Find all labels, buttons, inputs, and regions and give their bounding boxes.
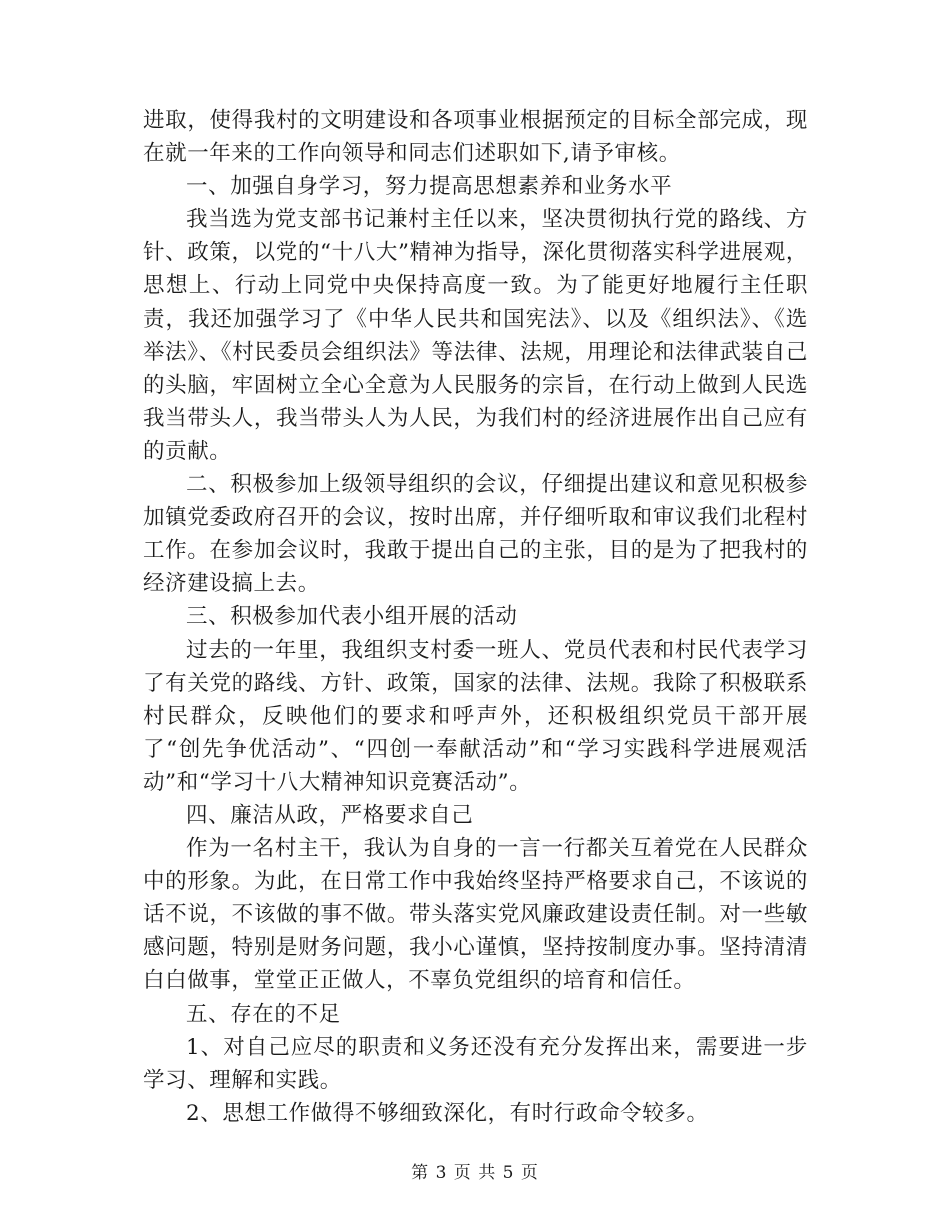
paragraph-integrity: 作为一名村主干，我认为自身的一言一行都关互着党在人民群众中的形象。为此，在日常工作中我始终坚持严格要求自己，不该说的话不说，不该做的事不做。带头落实党风廉政建设责任制。对一些敏感问题，特别是财务问题，我小心谨慎，坚持按制度办事。坚持清清白白做事，堂堂正正做人，不辜负党组织的培育和信任。: [143, 836, 808, 994]
section-heading-5: 五、存在的不足: [186, 1001, 341, 1027]
paragraph-shortcoming-1: 1、对自己应尽的职责和义务还没有充分发挥出来，需要进一步学习、理解和实践。: [143, 1034, 808, 1093]
section-heading-3: 三、积极参加代表小组开展的活动: [186, 604, 518, 630]
paragraph-study: 我当选为党支部书记兼村主任以来，坚决贯彻执行党的路线、方针、政策，以党的“十八大”精神为指导，深化贯彻落实科学进展观，思想上、行动上同党中央保持高度一致。为了能更好地履行主任职责，我还加强学习了《中华人民共和国宪法》、以及《组织法》、《选举法》、《村民委员会组织法》等法律、法规，用理论和法律武装自己的头脑，牢固树立全心全意为人民服务的宗旨，在行动上做到人民选我当带头人，我当带头人为人民，为我们村的经济进展作出自己应有的贡献。: [143, 207, 808, 464]
section-heading-4: 四、廉洁从政，严格要求自己: [186, 802, 474, 828]
paragraph-continuation: 进取，使得我村的文明建设和各项事业根据预定的目标全部完成，现在就一年来的工作向领导和同志们述职如下,请予审核。: [143, 108, 808, 167]
document-body: [143, 104, 808, 1130]
paragraph-meetings: 二、积极参加上级领导组织的会议，仔细提出建议和意见积极参加镇党委政府召开的会议，按时出席，并仔细听取和审议我们北程村工作。在参加会议时，我敢于提出自己的主张，目的是为了把我村的经济建设搞上去。: [143, 472, 808, 597]
paragraph-shortcoming-2: 2、思想工作做得不够细致深化，有时行政命令较多。: [186, 1100, 709, 1126]
paragraph-activities: 过去的一年里，我组织支村委一班人、党员代表和村民代表学习了有关党的路线、方针、政策，国家的法律、法规。我除了积极联系村民群众，反映他们的要求和呼声外，还积极组织党员干部开展了“创先争优活动”、“四创一奉献活动”和“学习实践科学进展观活动”和“学习十八大精神知识竞赛活动”。: [143, 637, 808, 795]
page-number-footer: 第 3 页 共 5 页: [411, 1163, 539, 1183]
section-heading-1: 一、加强自身学习，努力提高思想素养和业务水平: [186, 174, 673, 200]
